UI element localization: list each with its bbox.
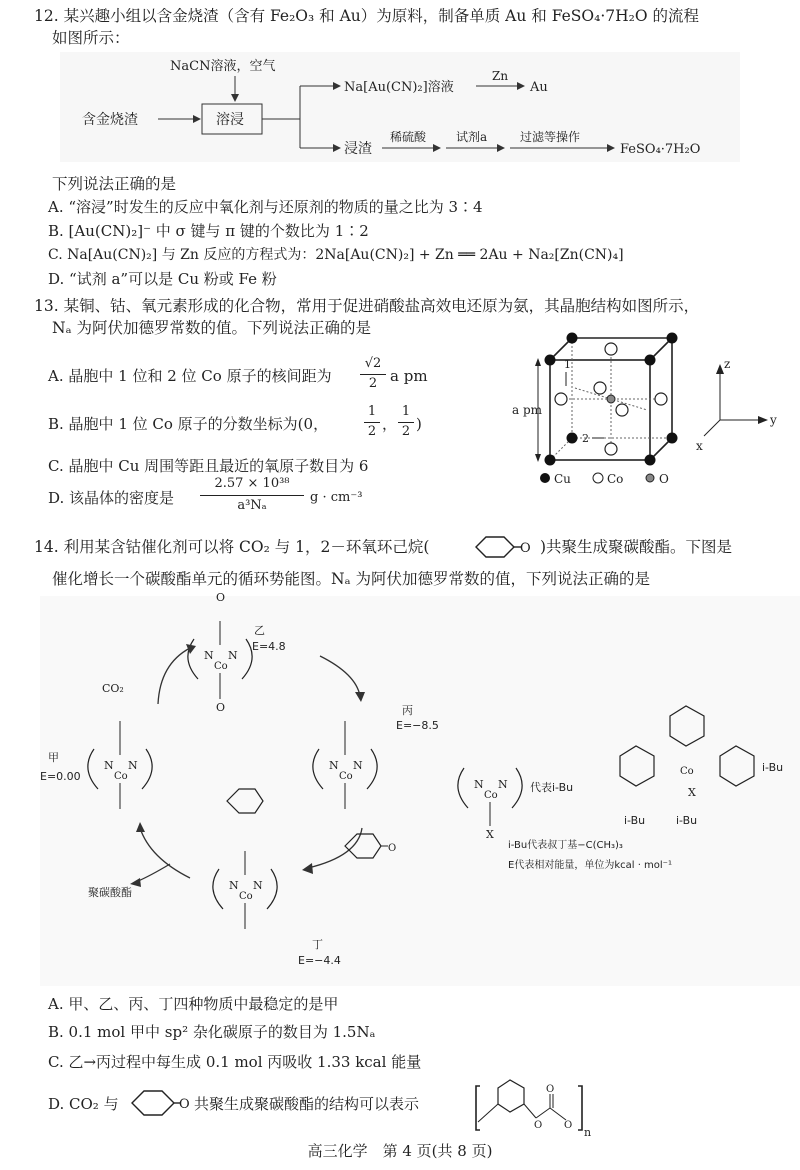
svg-text:O: O [564, 1120, 573, 1131]
svg-text:N: N [204, 649, 214, 662]
svg-text:O: O [520, 541, 531, 556]
q14-option-d-prefix: D. CO₂ 与 [48, 1095, 119, 1113]
page-footer: 高三化学 第 4 页(共 8 页) [307, 1142, 493, 1160]
flow-lower-final: FeSO₄·7H₂O [620, 142, 701, 157]
axis-z: z [724, 357, 731, 371]
q13-option-a-suffix: a pm [390, 367, 428, 385]
q13-option-a-frac-num: √2 [364, 356, 382, 371]
q13-stem-line2: Nₐ 为阿伏加德罗常数的值。下列说法正确的是 [52, 319, 371, 337]
legend-o: O [659, 472, 669, 486]
svg-text:Co: Co [339, 771, 353, 782]
legend-ibu-left: i-Bu [552, 781, 574, 794]
q12-option-a: A. “溶浸”时发生的反应中氧化剂与还原剂的物质的量之比为 3∶4 [48, 198, 483, 216]
q13-stem-line1: 13. 某铜、钴、氧元素形成的化合物，常用于促进硝酸盐高效电还原为氨，其晶胞结构如图所示， [34, 297, 700, 315]
q12-option-d: D. “试剂 a”可以是 Cu 粉或 Fe 粉 [48, 270, 277, 288]
flow-upper-final: Au [530, 80, 548, 95]
q12-flowchart [60, 52, 740, 162]
flow-start: 含金烧渣 [82, 112, 138, 128]
cell-pos-1: 1 [564, 358, 571, 371]
q13-option-d [48, 476, 488, 520]
legend-ibu-right: i-Bu [762, 761, 784, 774]
energy-jia: E=0.00 [40, 770, 81, 783]
q13-option-b-f2-num: 1 [401, 404, 411, 419]
q13-option-d-num: 2.57 × 10³⁸ [214, 476, 290, 491]
svg-text:N: N [353, 759, 363, 772]
epoxide-icon-optd [128, 1086, 192, 1120]
q14-stem-line1-a: 14. 利用某含钴催化剂可以将 CO₂ 与 1，2－环氧环己烷( [34, 538, 430, 556]
energy-bing: E=−8.5 [396, 719, 439, 732]
energy-yi: E=4.8 [252, 640, 286, 653]
q13-option-b-f2-den: 2 [401, 424, 411, 439]
svg-text:X: X [486, 828, 494, 841]
cell-edge-label: a pm [512, 403, 543, 417]
q13-option-c: C. 晶胞中 Cu 周围等距且最近的氧原子数目为 6 [48, 457, 369, 475]
legend-o-marker [646, 474, 654, 482]
q13-option-a-frac-den: 2 [368, 376, 378, 391]
q12-option-c: C. Na[Au(CN)₂] 与 Zn 反应的方程式为：2Na[Au(CN)₂] + Zn ══ 2Au + Na₂[Zn(CN)₄] [48, 247, 624, 263]
svg-text:Co: Co [214, 661, 228, 672]
q12-option-b: B. [Au(CN)₂]⁻ 中 σ 键与 π 键的个数比为 1∶2 [48, 222, 369, 240]
axis-x: x [696, 439, 703, 453]
svg-text:X: X [688, 786, 696, 799]
label-yi: 乙 [254, 624, 265, 637]
q12-stem-line1: 12. 某兴趣小组以含金烧渣（含有 Fe₂O₃ 和 Au）为原料，制备单质 Au 和 FeSO₄·7H₂O 的流程 [34, 7, 699, 25]
q13-option-a-prefix: A. 晶胞中 1 位和 2 位 Co 原子的核间距为 [48, 367, 332, 385]
flow-lower-step3: 过滤等操作 [520, 130, 581, 144]
legend-note1: i-Bu代表叔丁基−C(CH₃)₃ [508, 840, 623, 851]
svg-text:N: N [329, 759, 339, 772]
flow-reagent-top: NaCN溶液，空气 [170, 59, 276, 74]
q14-option-c: C. 乙→丙过程中每生成 0.1 mol 丙吸收 1.33 kcal 能量 [48, 1053, 422, 1071]
legend-note2: E代表相对能量，单位为kcal · mol⁻¹ [508, 860, 672, 871]
svg-text:O: O [216, 591, 226, 604]
polycarbonate-structure [474, 1078, 594, 1138]
svg-text:O: O [388, 843, 397, 854]
q14-option-b: B. 0.1 mol 甲中 sp² 杂化碳原子的数目为 1.5Nₐ [48, 1023, 376, 1041]
flow-lower-step2: 试剂a [456, 130, 488, 144]
q14-option-a: A. 甲、乙、丙、丁四种物质中最稳定的是甲 [48, 995, 339, 1013]
q13-option-d-suffix: g · cm⁻³ [310, 490, 363, 505]
label-product: 聚碳酸酯 [88, 886, 132, 899]
axis-y: y [770, 413, 777, 427]
q13-option-b-f1-num: 1 [367, 404, 377, 419]
svg-text:N: N [474, 778, 484, 791]
cell-pos-2: 2 [582, 432, 589, 445]
svg-text:N: N [128, 759, 138, 772]
q13-option-d-prefix: D. 该晶体的密度是 [48, 489, 175, 507]
legend-co-marker [593, 473, 603, 483]
energy-ding: E=−4.4 [298, 954, 341, 967]
label-jia: 甲 [48, 751, 59, 764]
svg-text:O: O [534, 1120, 543, 1131]
svg-text:N: N [228, 649, 238, 662]
legend-co: Co [607, 472, 624, 486]
legend-ibu-bottom-left: i-Bu [624, 814, 646, 827]
flow-box-label: 溶浸 [216, 112, 244, 128]
svg-text:Co: Co [239, 891, 253, 902]
label-bing: 丙 [402, 704, 413, 717]
flow-upper-reagent: Zn [492, 69, 509, 83]
svg-text:N: N [498, 778, 508, 791]
q12-question: 下列说法正确的是 [52, 175, 177, 193]
q13-option-a [48, 356, 488, 396]
legend-cu: Cu [554, 472, 571, 486]
svg-text:N: N [104, 759, 114, 772]
label-ding: 丁 [312, 938, 323, 951]
epoxide-icon [470, 532, 534, 562]
q12-stem-line2: 如图所示： [52, 29, 130, 47]
svg-text:Co: Co [114, 771, 128, 782]
q13-option-b-suffix: ) [416, 415, 422, 433]
svg-text:O: O [546, 1084, 555, 1095]
svg-text:O: O [216, 701, 226, 714]
polymer-n: n [584, 1126, 592, 1139]
label-co2: CO₂ [102, 682, 124, 695]
legend-cu-marker [540, 473, 550, 483]
q14-stem-line1-b: )共聚生成聚碳酸酯。下图是 [540, 538, 733, 556]
q13-option-d-den: a³Nₐ [237, 498, 267, 513]
q13-unit-cell [512, 330, 790, 490]
flow-upper-product: Na[Au(CN)₂]溶液 [344, 80, 454, 95]
q13-option-b-prefix: B. 晶胞中 1 位 Co 原子的分数坐标为(0， [48, 415, 329, 433]
svg-text:N: N [229, 879, 239, 892]
svg-text:O: O [179, 1097, 190, 1112]
flow-lower-start: 浸渣 [344, 141, 372, 157]
q13-option-b: B. 晶胞中 1 位 Co 原子的分数坐标为(0， 1 2 ， 1 2 ) [48, 404, 422, 439]
svg-text:Co: Co [484, 790, 498, 801]
legend-represents: 代表 [530, 781, 552, 794]
q14-stem-line2: 催化增长一个碳酸酯单元的循环势能图。Nₐ 为阿伏加德罗常数的值，下列说法正确的是 [52, 570, 650, 588]
svg-text:Co: Co [680, 766, 694, 777]
flow-lower-step1: 稀硫酸 [390, 130, 427, 144]
legend-ibu-bottom-right: i-Bu [676, 814, 698, 827]
q14-catalytic-cycle [40, 591, 800, 986]
svg-text:N: N [253, 879, 263, 892]
q13-option-b-f1-den: 2 [367, 424, 377, 439]
q14-option-d-text: 共聚生成聚碳酸酯的结构可以表示 [194, 1095, 420, 1113]
